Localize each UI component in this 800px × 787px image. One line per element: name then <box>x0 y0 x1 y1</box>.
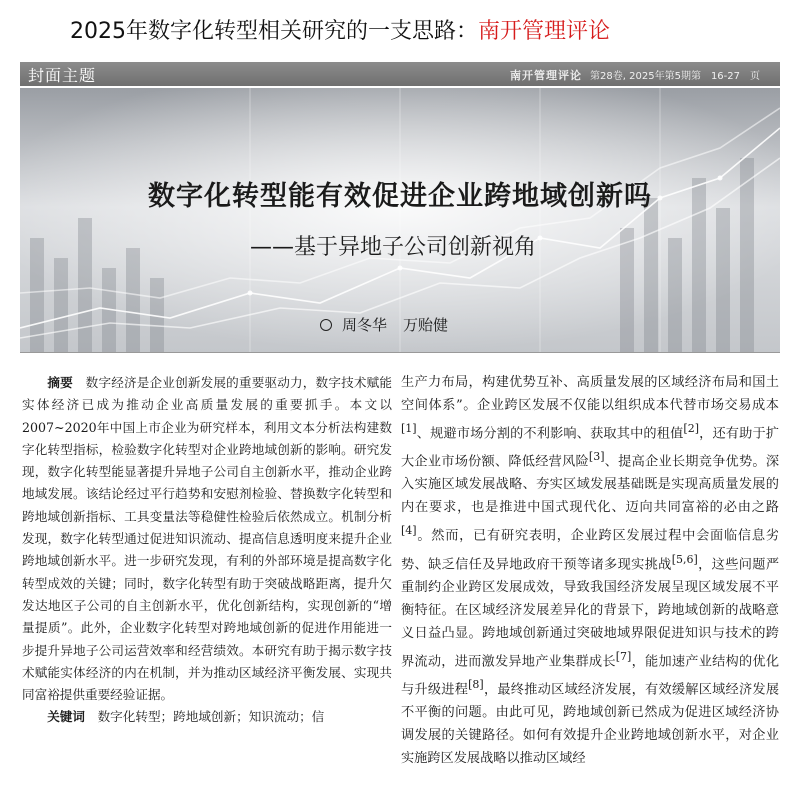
journal-name: 南开管理评论 <box>510 69 583 82</box>
body-paragraph <box>401 372 779 771</box>
section-bar <box>20 62 780 86</box>
abstract-text: 数字经济是企业创新发展的重要驱动力，数字技术赋能实体经济已成为推动企业高质量发展的重要抓手。本文以2007~2020年中国上市企业为研究样本，利用文本分析法构建数字化转型指标，检验数字化转型对企业跨地域创新的影响。研究发现，数字化转型能显著提升异地子公司自主创新水平，推动企业跨地域发展。该结论经过平行趋势和安慰剂检验、替换数字化转型和跨地域创新指标、工具变量法等稳健性检验后依然成立。机制分析发现，数字化转型通过促进知识流动、提高信息透明度来提升企业跨地域创新水平。进一步研究发现，有利的外部环境是提高数字化转型成效的关键；同时，数字化转型有助于突破战略距离，提升欠发达地区子公司的自主创新水平，优化创新结构，实现创新的“增量提质”。此外，企业数字化转型对跨地域创新的促进作用能进一步提升异地子公司运营效率和经营绩效。本研究有助于揭示数字技术赋能实体经济的内在机制，并为推动区域经济平衡发展、实现共同富裕提供重要经验证据。 <box>22 375 392 703</box>
article-authors <box>320 314 448 335</box>
abstract <box>22 372 392 706</box>
citation: [5,6] <box>671 552 698 566</box>
citation: [1] <box>401 421 417 435</box>
body-text: 。然而，已有研究表明，企业跨区发展过程中会面临信息劣势、缺乏信任及异地政府干预等诸多现实挑战 <box>401 528 779 572</box>
headline-prefix: 2025年数字化转型相关研究的一支思路： <box>70 19 478 44</box>
keywords-text: 数字化转型；跨地域创新；知识流动；信 <box>97 709 325 725</box>
body-text: ，最终推动区域经济发展，有效缓解区域经济发展不平衡的问题。由此可见，跨地域创新已然成为促进区域经济协调发展的关键路径。如何有效提升企业跨地域创新水平，对企业实施跨区发展战略以推动区域经 <box>401 682 780 766</box>
body-column <box>401 372 779 771</box>
cover-banner <box>20 88 780 353</box>
citation: [8] <box>468 677 484 691</box>
abstract-label: 摘要 <box>47 375 73 390</box>
body-text: 、规避市场分割的不利影响、获取其中的租值 <box>416 426 684 442</box>
citation: [4] <box>401 524 417 538</box>
author-2: 万贻健 <box>403 316 449 334</box>
article-title: 数字化转型能有效促进企业跨地域创新吗 <box>148 181 652 212</box>
banner-background-graphic <box>20 88 780 352</box>
issue-meta <box>510 67 760 83</box>
citation: [7] <box>615 649 632 663</box>
section-label: 封面主题 <box>28 66 97 85</box>
citation: [2] <box>683 421 699 435</box>
author-1: 周冬华 <box>342 316 388 334</box>
headline-source: 南开管理评论 <box>478 19 611 44</box>
author-marker-icon <box>320 319 332 331</box>
article-subtitle: ——基于异地子公司创新视角 <box>250 235 537 260</box>
body-text: 生产力布局，构建优势互补、高质量发展的区域经济布局和国土空间体系”。企业跨区发展不仅能以组织成本代替市场交易成本 <box>401 375 779 413</box>
body-text: ，还有助于扩大企业市场份额、降低经营风险 <box>401 426 779 470</box>
issue-info: 第28卷, 2025年第5期第 16-27 页 <box>590 71 760 82</box>
keywords <box>22 706 392 728</box>
keywords-label: 关键词 <box>47 709 85 725</box>
body-text: ，能加速产业结构的优化与升级进程 <box>401 653 780 698</box>
citation: [3] <box>588 450 605 464</box>
body-text: 、提高企业长期竞争优势。深入实施区域发展战略、夯实区域发展基础既是实现高质量发展的内在要求，也是推进中国式现代化、迈向共同富裕的必由之路 <box>401 454 780 516</box>
abstract-column <box>22 372 392 729</box>
body-text: ，这些问题严重制约企业跨区发展成效，导致我国经济发展呈现区域发展不平衡特征。在区域经济发展差异化的背景下，跨地域创新的战略意义日益凸显。跨地域创新通过突破地域界限促进知识与技术的跨界流动，进而激发异地产业集群成长 <box>401 556 780 669</box>
